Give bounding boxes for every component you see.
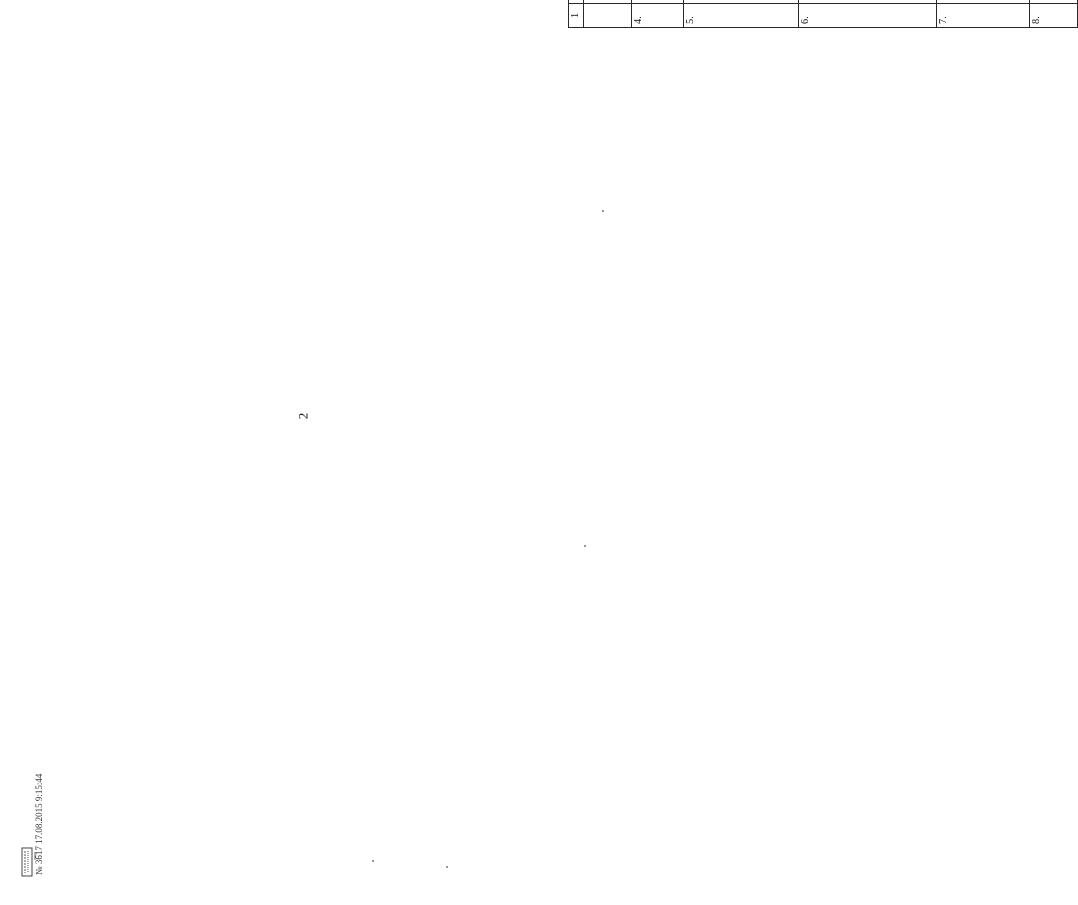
measures-table bbox=[568, 0, 1078, 28]
row-number: 7. bbox=[937, 4, 1030, 28]
rotated-table-container bbox=[568, 0, 1078, 28]
table-row bbox=[632, 0, 684, 28]
scan-speck bbox=[372, 860, 374, 862]
row-number: 5. bbox=[684, 4, 799, 28]
scan-speck bbox=[584, 545, 586, 547]
page-number: 2 bbox=[295, 412, 311, 420]
measure-text bbox=[937, 0, 1030, 4]
row-number: 6. bbox=[799, 4, 937, 28]
table-row bbox=[937, 0, 1030, 28]
scan-speck bbox=[602, 210, 604, 212]
row-number: 4. bbox=[632, 4, 684, 28]
measure-text bbox=[799, 0, 937, 4]
measure-text bbox=[684, 0, 799, 4]
table-header-row bbox=[569, 0, 584, 28]
scan-speck bbox=[446, 866, 448, 868]
measure-text bbox=[632, 0, 684, 4]
table-row bbox=[584, 0, 632, 28]
table-row bbox=[799, 0, 937, 28]
measure-text bbox=[1030, 0, 1078, 4]
row-number: 8. bbox=[1030, 4, 1078, 28]
header-cell bbox=[569, 0, 584, 4]
table-row bbox=[1030, 0, 1078, 28]
registration-footer: № 3617 17.08.2015 9:15:44 bbox=[34, 773, 44, 875]
measure-text bbox=[584, 0, 632, 4]
table-row bbox=[684, 0, 799, 28]
row-number bbox=[584, 4, 632, 28]
header-cell: 1 bbox=[569, 4, 584, 28]
